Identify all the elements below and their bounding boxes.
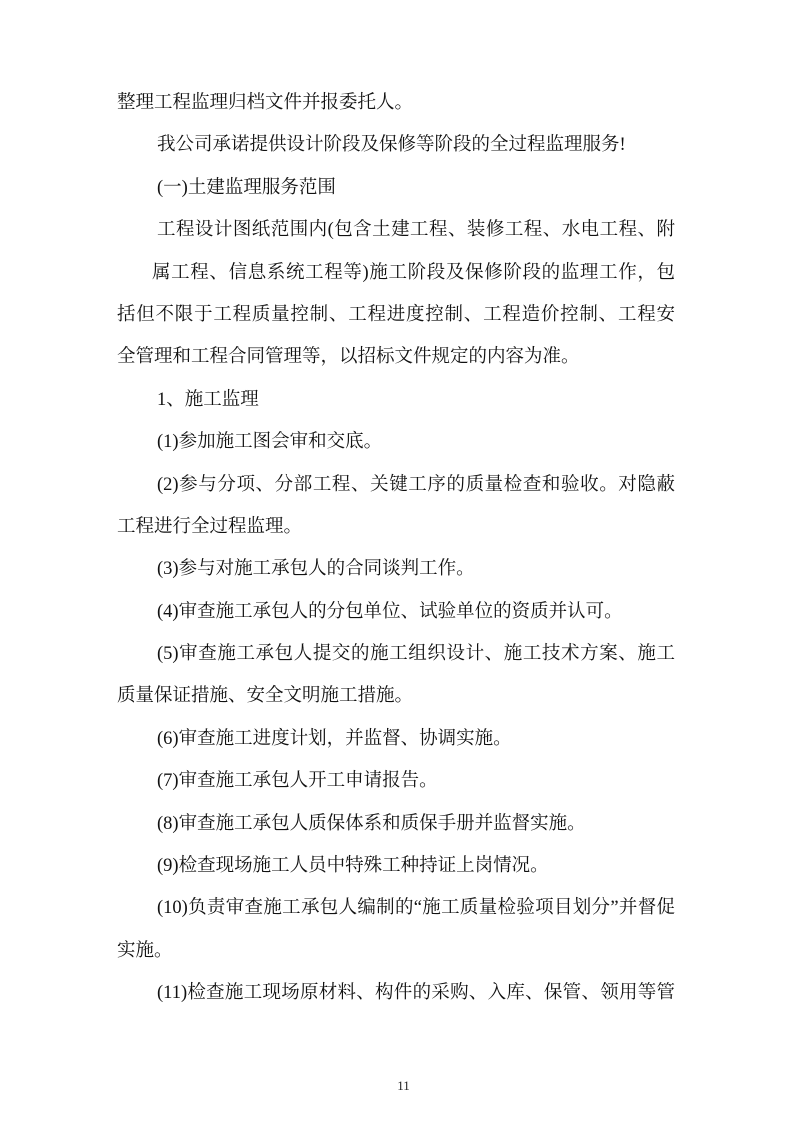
document-body <box>117 82 675 1015</box>
text-line: (11)检查施工现场原材料、构件的采购、入库、保管、领用等管 <box>157 983 675 1004</box>
text-line: (10)负责审查施工承包人编制的“施工质量检验项目划分”并督促 <box>157 898 675 919</box>
text-line: (7)审查施工承包人开工申请报告。 <box>157 771 438 792</box>
text-line: (6)审查施工进度计划，并监督、协调实施。 <box>157 728 512 749</box>
text-line: (5)审查施工承包人提交的施工组织设计、施工技术方案、施工 <box>157 644 675 665</box>
text-line: 全管理和工程合同管理等，以招标文件规定的内容为准。 <box>117 347 580 368</box>
text-line: 1、施工监理 <box>157 389 259 410</box>
text-line: 工程进行全过程监理。 <box>117 516 303 537</box>
text-line: (2)参与分项、分部工程、关键工序的质量检查和验收。对隐蔽 <box>157 474 675 495</box>
page-number: 11 <box>397 1078 410 1093</box>
text-line: 整理工程监理归档文件并报委托人。 <box>117 93 414 113</box>
text-line: 括但不限于工程质量控制、工程进度控制、工程造价控制、工程安 <box>117 304 675 325</box>
text-line: 实施。 <box>117 940 173 961</box>
text-line: 工程设计图纸范围内(包含土建工程、装修工程、水电工程、附 <box>157 220 675 241</box>
text-line: (8)审查施工承包人质保体系和质保手册并监督实施。 <box>157 813 586 834</box>
text-line: 质量保证措施、安全文明施工措施。 <box>117 686 414 707</box>
text-line: (9)检查现场施工人员中特殊工种持证上岗情况。 <box>157 856 549 877</box>
text-line: 属工程、信息系统工程等)施工阶段及保修阶段的监理工作，包 <box>152 262 675 283</box>
text-line: (3)参与对施工承包人的合同谈判工作。 <box>157 559 475 580</box>
text-line: (4)审查施工承包人的分包单位、试验单位的资质并认可。 <box>157 601 623 622</box>
text-line: 我公司承诺提供设计阶段及保修等阶段的全过程监理服务! <box>157 135 626 156</box>
text-line: (1)参加施工图会审和交底。 <box>157 432 383 453</box>
text-line: (一)土建监理服务范围 <box>157 177 336 198</box>
